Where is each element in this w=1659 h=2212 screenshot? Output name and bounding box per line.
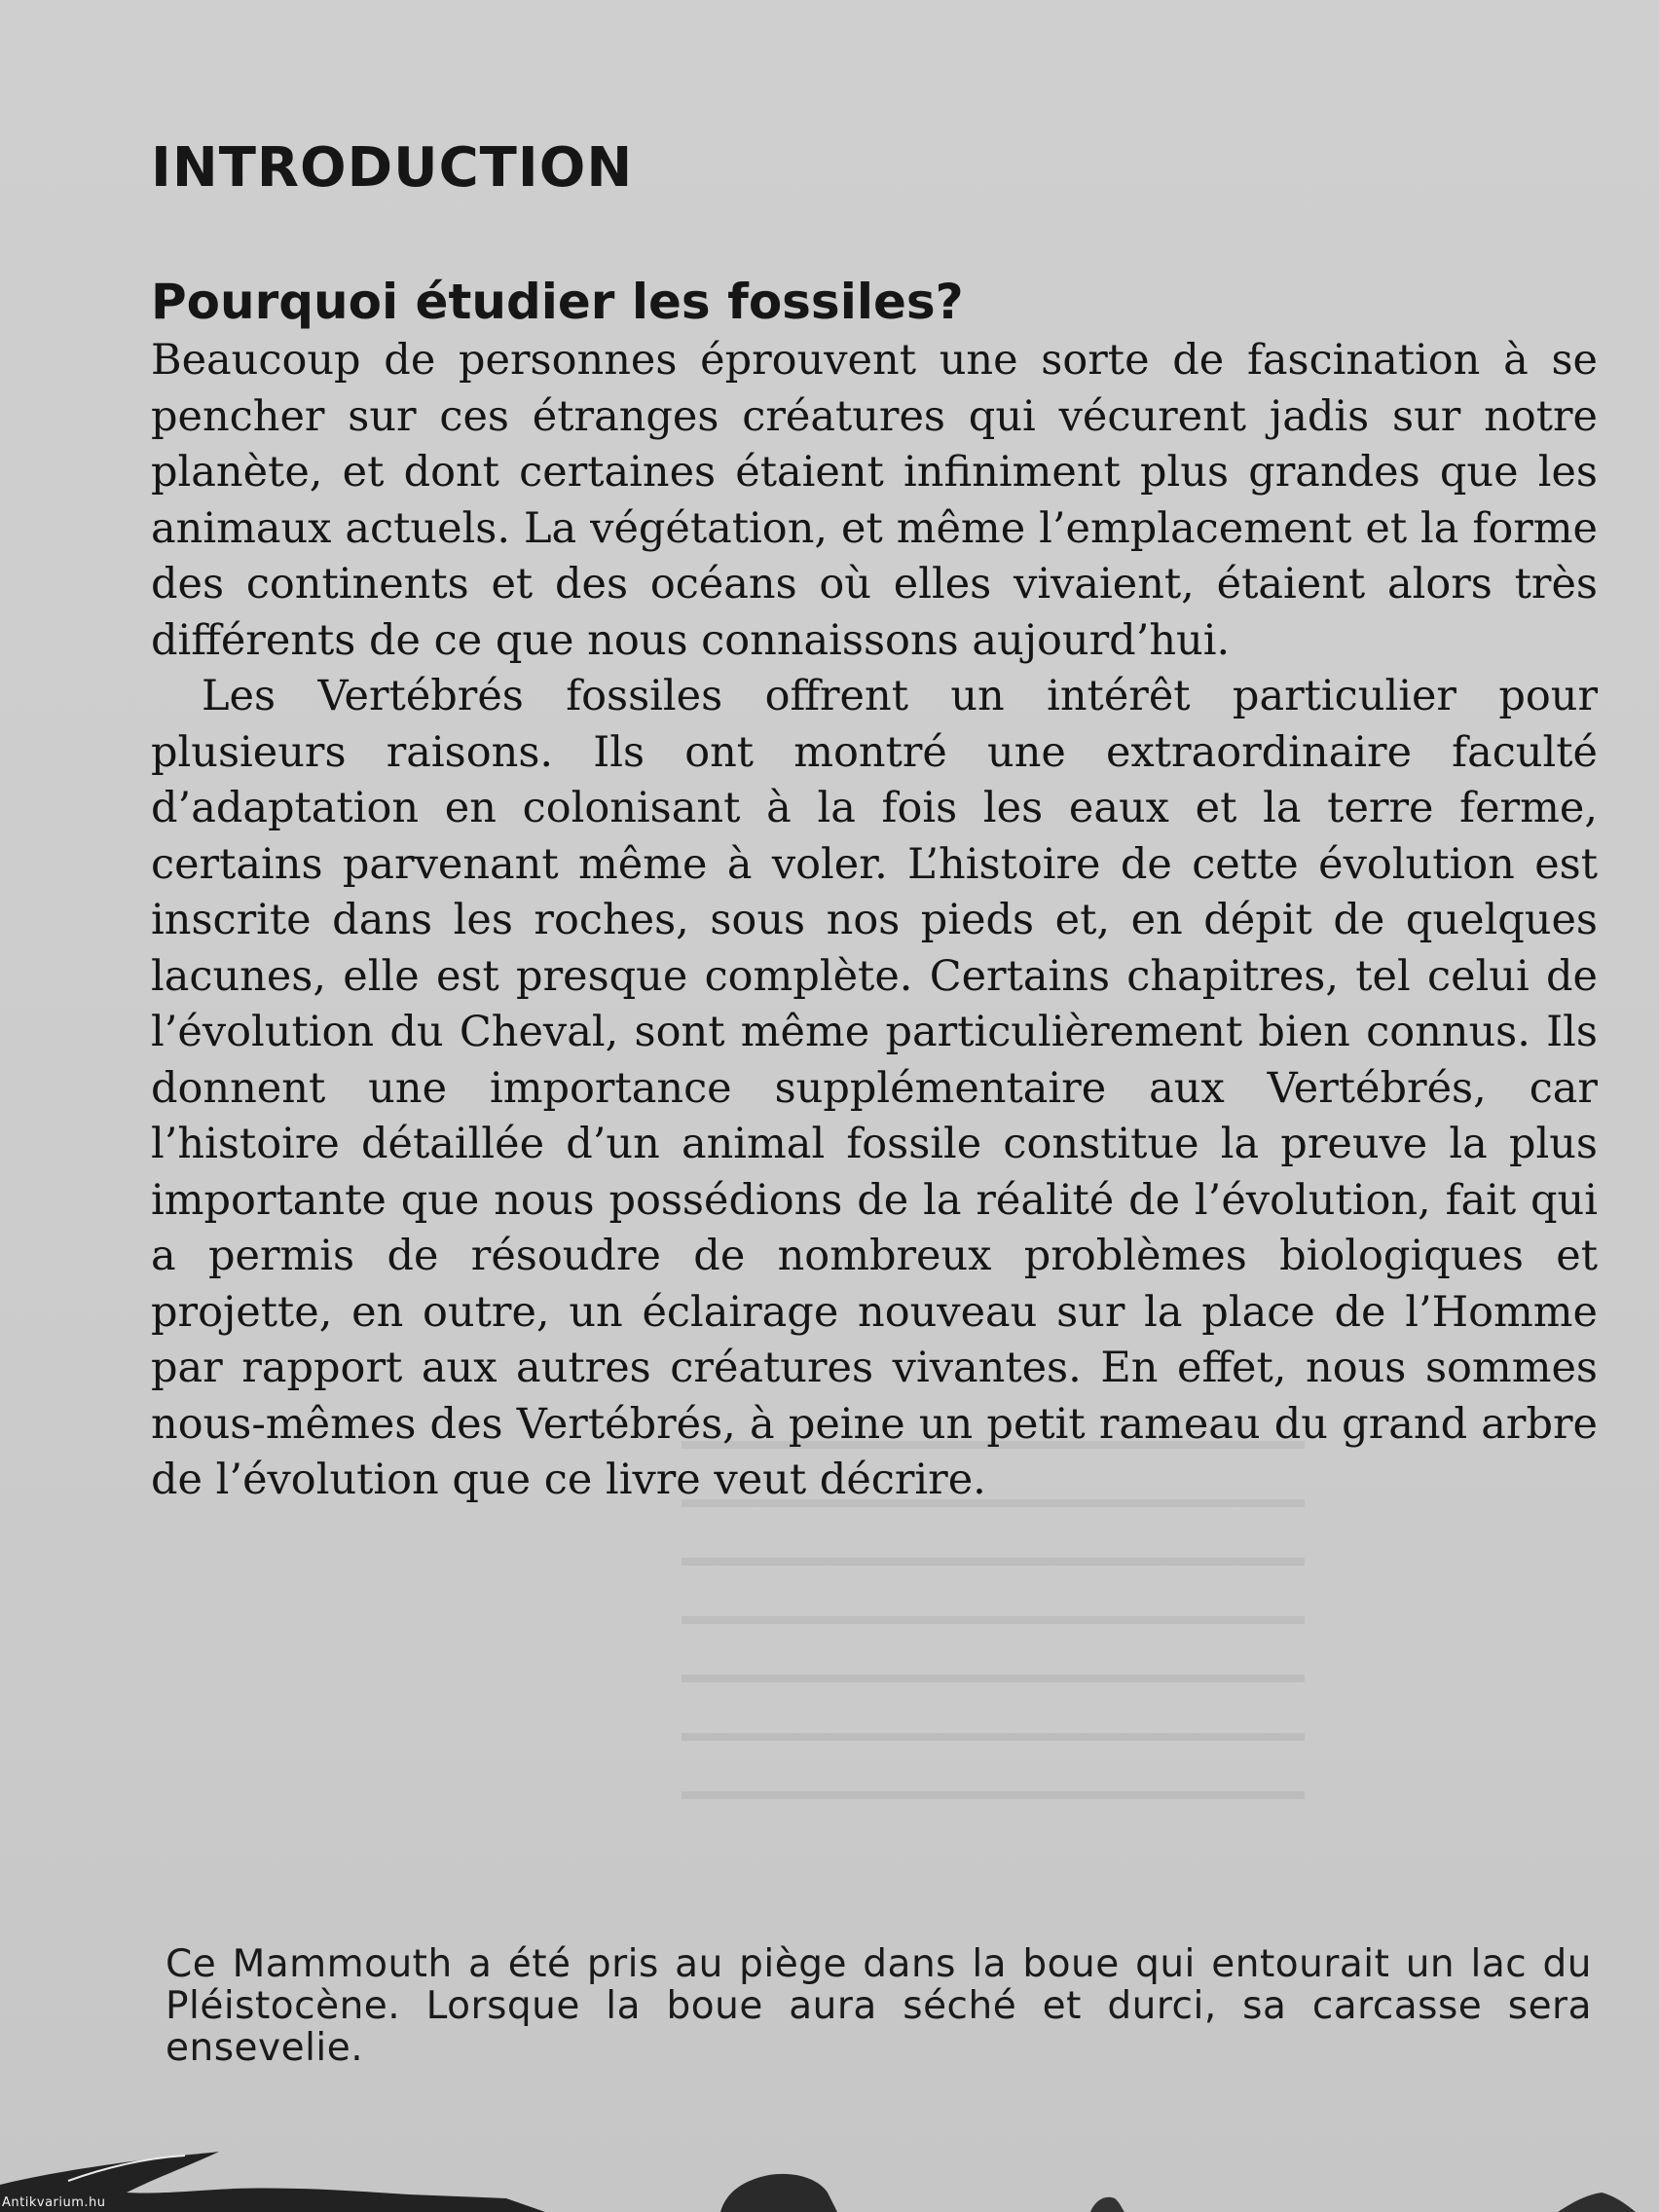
watermark: Antikvarium.hu <box>2 2195 106 2210</box>
mammoth-illustration-edge <box>0 2124 1659 2212</box>
chapter-heading: INTRODUCTION <box>151 136 634 200</box>
section-subheading: Pourquoi étudier les fossiles? <box>151 274 964 330</box>
paragraph-2: Les Vertébrés fossiles offrent un intérêt particulier pour plusieurs raisons. Ils ont montré une extraordinaire faculté d’adaptation en colonisant à la fois les eaux et la terre ferme, certains parvenant même à voler. L’histoire de cette évolution est inscrite dans les roches, sous nos pieds et, en dépit de quelques lacunes, elle est presque complète. Certains chapitres, tel celui de l’évolution du Cheval, sont même particulièrement bien connus. Ils donnent une importance supplémentaire aux Vertébrés, car l’histoire détaillée d’un animal fossile constitue la preuve la plus importante que nous possédions de la réalité de l’évolution, fait qui a permis de résoudre de nombreux problèmes biologiques et projette, en outre, un éclairage nouveau sur la place de l’Homme par rapport aux autres créatures vivantes. En effet, nous sommes nous-mêmes des Vertébrés, à peine un petit rameau du grand arbre de l’évolution que ce livre veut décrire. <box>151 672 1598 1504</box>
body-text <box>151 333 1598 1509</box>
figure-caption: Ce Mammouth a été pris au piège dans la boue qui entourait un lac du Pléistocène. Lorsque la boue aura séché et durci, sa carcasse sera ensevelie. <box>166 1942 1592 2070</box>
paragraph-1: Beaucoup de personnes éprouvent une sorte de fascination à se pencher sur ces étranges créatures qui vécurent jadis sur notre planète, et dont certaines étaient infiniment plus grandes que les animaux actuels. La végétation, et même l’emplacement et la forme des continents et des océans où elles vivaient, étaient alors très différents de ce que nous connaissons aujourd’hui. <box>151 336 1598 665</box>
